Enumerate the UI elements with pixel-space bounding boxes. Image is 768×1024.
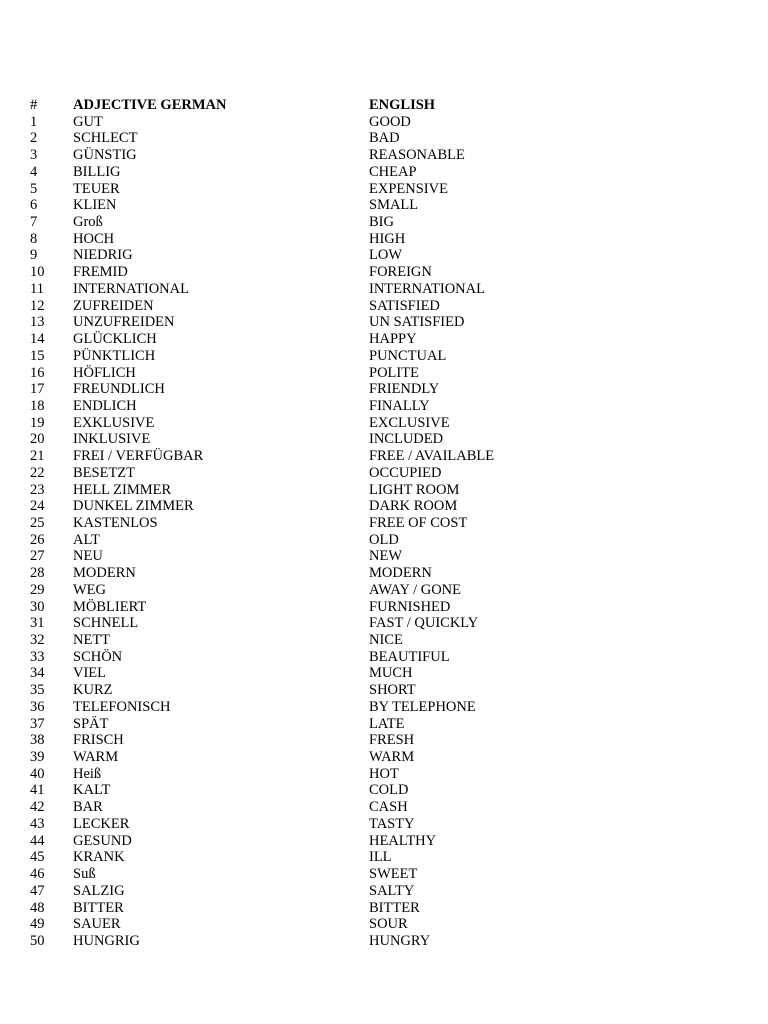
english-translation: PUNCTUAL	[369, 347, 447, 364]
english-translation: MUCH	[369, 665, 413, 682]
english-translation: HIGH	[369, 230, 406, 247]
english-translation: HAPPY	[369, 331, 417, 348]
english-translation: INCLUDED	[369, 431, 444, 448]
row-number: 9	[30, 247, 38, 264]
german-adjective: GUT	[73, 113, 103, 130]
english-translation: NICE	[369, 632, 403, 648]
german-adjective: EXKLUSIVE	[73, 414, 155, 431]
english-translation: CASH	[369, 799, 408, 816]
german-adjective: WEG	[73, 581, 107, 598]
english-translation: FREE OF COST	[369, 514, 468, 531]
table-row	[30, 632, 550, 649]
english-translation: FREE / AVAILABLE	[369, 448, 495, 465]
header-english: ENGLISH	[369, 97, 436, 113]
row-number: 13	[30, 314, 45, 331]
german-adjective: KRANK	[73, 849, 125, 866]
row-number: 4	[30, 163, 38, 180]
row-number: 26	[30, 531, 45, 548]
table-row	[30, 431, 550, 448]
row-number: 14	[30, 331, 45, 348]
german-adjective: GESUND	[73, 832, 132, 849]
english-translation: OCCUPIED	[369, 464, 442, 481]
row-number: 17	[30, 381, 45, 398]
vocabulary-table	[30, 97, 550, 950]
table-row	[30, 281, 550, 298]
header-german: ADJECTIVE GERMAN	[73, 97, 227, 113]
row-number: 2	[30, 130, 38, 147]
table-row	[30, 716, 550, 733]
row-number: 15	[30, 347, 45, 364]
row-number: 28	[30, 565, 45, 582]
row-number: 18	[30, 397, 45, 414]
table-row	[30, 298, 550, 315]
english-translation: GOOD	[369, 113, 411, 130]
german-adjective: FREMID	[73, 264, 128, 281]
german-adjective: KLIEN	[73, 197, 117, 214]
table-row	[30, 849, 550, 866]
table-row	[30, 833, 550, 850]
table-row	[30, 933, 550, 950]
table-row	[30, 548, 550, 565]
row-number: 49	[30, 916, 45, 933]
english-translation: POLITE	[369, 364, 419, 381]
row-number: 10	[30, 264, 45, 281]
german-adjective: FREUNDLICH	[73, 381, 165, 398]
german-adjective: MODERN	[73, 565, 136, 582]
table-row	[30, 732, 550, 749]
table-row	[30, 197, 550, 214]
table-row	[30, 114, 550, 131]
english-translation: REASONABLE	[369, 147, 465, 164]
row-number: 23	[30, 481, 45, 498]
row-number: 41	[30, 782, 45, 799]
row-number: 44	[30, 832, 45, 849]
english-translation: NEW	[369, 548, 403, 565]
english-translation: SWEET	[369, 866, 418, 883]
row-number: 11	[30, 280, 44, 297]
german-adjective: BAR	[73, 799, 103, 816]
table-row	[30, 582, 550, 599]
english-translation: LIGHT ROOM	[369, 481, 460, 498]
table-row	[30, 916, 550, 933]
german-adjective: LECKER	[73, 815, 130, 832]
table-row	[30, 348, 550, 365]
german-adjective: KASTENLOS	[73, 514, 158, 531]
english-translation: SALTY	[369, 882, 415, 899]
table-row	[30, 314, 550, 331]
table-row	[30, 816, 550, 833]
english-translation: BITTER	[369, 899, 420, 916]
table-row	[30, 398, 550, 415]
german-adjective: INTERNATIONAL	[73, 280, 189, 297]
german-adjective: Suß	[73, 866, 96, 883]
table-row	[30, 465, 550, 482]
table-row	[30, 381, 550, 398]
german-adjective: NIEDRIG	[73, 247, 133, 264]
english-translation: FINALLY	[369, 397, 430, 414]
table-row	[30, 699, 550, 716]
row-number: 16	[30, 364, 45, 381]
german-adjective: KURZ	[73, 682, 113, 699]
row-number: 3	[30, 147, 38, 164]
table-row	[30, 565, 550, 582]
german-adjective: BILLIG	[73, 163, 121, 180]
row-number: 33	[30, 648, 45, 665]
row-number: 29	[30, 581, 45, 598]
english-translation: FRIENDLY	[369, 381, 440, 398]
table-body	[30, 114, 550, 950]
row-number: 27	[30, 548, 45, 565]
german-adjective: SALZIG	[73, 882, 125, 899]
table-row	[30, 599, 550, 616]
english-translation: UN SATISFIED	[369, 314, 465, 331]
german-adjective: SCHNELL	[73, 615, 139, 632]
english-translation: ILL	[369, 849, 392, 866]
table-row	[30, 214, 550, 231]
german-adjective: DUNKEL ZIMMER	[73, 498, 194, 515]
english-translation: TASTY	[369, 815, 415, 832]
table-row	[30, 649, 550, 666]
table-row	[30, 181, 550, 198]
english-translation: FAST / QUICKLY	[369, 615, 479, 632]
table-row	[30, 766, 550, 783]
row-number: 20	[30, 431, 45, 448]
english-translation: EXCLUSIVE	[369, 414, 450, 431]
german-adjective: SAUER	[73, 916, 121, 933]
english-translation: MODERN	[369, 565, 432, 582]
table-row	[30, 883, 550, 900]
row-number: 30	[30, 598, 45, 615]
table-row	[30, 532, 550, 549]
row-number: 48	[30, 899, 45, 916]
table-row	[30, 231, 550, 248]
english-translation: BEAUTIFUL	[369, 648, 450, 665]
german-adjective: PÜNKTLICH	[73, 347, 156, 364]
row-number: 37	[30, 715, 45, 732]
row-number: 34	[30, 665, 45, 682]
german-adjective: WARM	[73, 749, 119, 766]
english-translation: SATISFIED	[369, 297, 440, 314]
german-adjective: GÜNSTIG	[73, 147, 137, 164]
table-row	[30, 799, 550, 816]
english-translation: EXPENSIVE	[369, 180, 448, 197]
german-adjective: SCHÖN	[73, 648, 123, 665]
table-row	[30, 498, 550, 515]
english-translation: BAD	[369, 130, 400, 147]
row-number: 6	[30, 197, 38, 214]
row-number: 12	[30, 297, 45, 314]
table-row	[30, 147, 550, 164]
row-number: 24	[30, 498, 45, 515]
table-row	[30, 365, 550, 382]
table-row	[30, 615, 550, 632]
german-adjective: KALT	[73, 782, 111, 799]
row-number: 31	[30, 615, 45, 632]
row-number: 5	[30, 180, 38, 197]
german-adjective: NEU	[73, 548, 103, 565]
german-adjective: INKLUSIVE	[73, 431, 151, 448]
table-row	[30, 247, 550, 264]
row-number: 7	[30, 214, 38, 231]
table-header-row	[30, 97, 550, 114]
english-translation: FURNISHED	[369, 598, 451, 615]
german-adjective: HELL ZIMMER	[73, 481, 172, 498]
german-adjective: SCHLECT	[73, 130, 138, 147]
row-number: 1	[30, 113, 38, 130]
german-adjective: VIEL	[73, 665, 107, 682]
row-number: 45	[30, 849, 45, 866]
table-row	[30, 749, 550, 766]
english-translation: HOT	[369, 765, 399, 782]
german-adjective: GLÜCKLICH	[73, 331, 157, 348]
row-number: 35	[30, 682, 45, 699]
row-number: 38	[30, 732, 45, 749]
english-translation: INTERNATIONAL	[369, 280, 485, 297]
german-adjective: BESETZT	[73, 464, 136, 481]
german-adjective: NETT	[73, 632, 111, 648]
row-number: 42	[30, 799, 45, 816]
german-adjective: UNZUFREIDEN	[73, 314, 175, 331]
row-number: 25	[30, 514, 45, 531]
row-number: 19	[30, 414, 45, 431]
german-adjective: SPÄT	[73, 715, 109, 732]
table-row	[30, 448, 550, 465]
english-translation: DARK ROOM	[369, 498, 458, 515]
english-translation: BY TELEPHONE	[369, 698, 476, 715]
row-number: 22	[30, 464, 45, 481]
row-number: 50	[30, 932, 45, 949]
english-translation: LOW	[369, 247, 403, 264]
table-row	[30, 866, 550, 883]
table-row	[30, 415, 550, 432]
table-row	[30, 682, 550, 699]
row-number: 21	[30, 448, 45, 465]
english-translation: LATE	[369, 715, 405, 732]
german-adjective: ALT	[73, 531, 100, 548]
german-adjective: FREI / VERFÜGBAR	[73, 448, 204, 465]
table-row	[30, 665, 550, 682]
german-adjective: MÖBLIERT	[73, 598, 147, 615]
english-translation: AWAY / GONE	[369, 581, 462, 598]
english-translation: COLD	[369, 782, 409, 799]
english-translation: OLD	[369, 531, 399, 548]
row-number: 36	[30, 698, 45, 715]
row-number: 40	[30, 765, 45, 782]
german-adjective: HÖFLICH	[73, 364, 136, 381]
english-translation: SMALL	[369, 197, 419, 214]
english-translation: HEALTHY	[369, 832, 437, 849]
row-number: 46	[30, 866, 45, 883]
german-adjective: ENDLICH	[73, 397, 137, 414]
row-number: 39	[30, 749, 45, 766]
table-row	[30, 331, 550, 348]
german-adjective: Groß	[73, 214, 103, 231]
english-translation: BIG	[369, 214, 394, 231]
german-adjective: FRISCH	[73, 732, 124, 749]
german-adjective: Heiß	[73, 765, 102, 782]
english-translation: HUNGRY	[369, 932, 431, 949]
table-row	[30, 515, 550, 532]
german-adjective: ZUFREIDEN	[73, 297, 154, 314]
english-translation: CHEAP	[369, 163, 417, 180]
german-adjective: HUNGRIG	[73, 932, 140, 949]
table-row	[30, 130, 550, 147]
row-number: 32	[30, 632, 45, 648]
header-number: #	[30, 97, 38, 113]
row-number: 43	[30, 815, 45, 832]
row-number: 8	[30, 230, 38, 247]
english-translation: SOUR	[369, 916, 408, 933]
english-translation: WARM	[369, 749, 415, 766]
german-adjective: TEUER	[73, 180, 120, 197]
table-row	[30, 482, 550, 499]
row-number: 47	[30, 882, 45, 899]
english-translation: FRESH	[369, 732, 415, 749]
english-translation: SHORT	[369, 682, 416, 699]
german-adjective: TELEFONISCH	[73, 698, 171, 715]
english-translation: FOREIGN	[369, 264, 432, 281]
german-adjective: HOCH	[73, 230, 115, 247]
table-row	[30, 264, 550, 281]
table-row	[30, 782, 550, 799]
table-row	[30, 164, 550, 181]
table-row	[30, 900, 550, 917]
german-adjective: BITTER	[73, 899, 124, 916]
